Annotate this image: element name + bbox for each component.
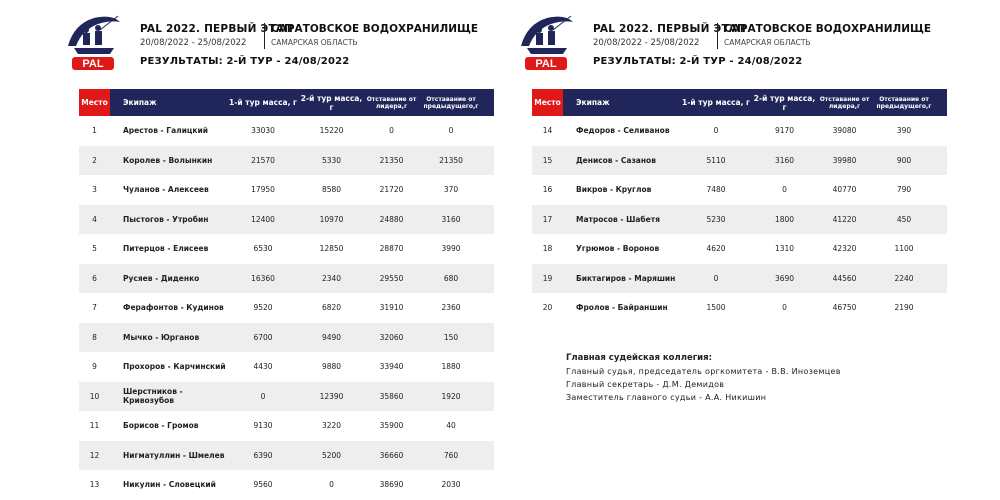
crew-cell: Денисов - Сазанов bbox=[576, 155, 656, 165]
crew-cell: Прохоров - Карчинский bbox=[123, 362, 226, 372]
mass2-cell: 15220 bbox=[319, 126, 344, 136]
gap-prev-cell: 2190 bbox=[894, 303, 914, 313]
mass1-cell: 0 bbox=[713, 273, 719, 283]
mass2-cell: 3160 bbox=[774, 155, 795, 165]
event-dates: 20/08/2022 - 25/08/2022 bbox=[140, 38, 247, 48]
mass1-cell: 12400 bbox=[251, 214, 275, 224]
mass2-cell: 2340 bbox=[321, 273, 342, 283]
venue-name: САРАТОВСКОЕ ВОДОХРАНИЛИЩЕ bbox=[271, 23, 479, 35]
gap-prev-cell: 680 bbox=[443, 273, 459, 283]
mass2-cell: 12850 bbox=[319, 244, 344, 254]
mass2-cell: 1800 bbox=[774, 214, 795, 224]
mass1-cell: 6390 bbox=[253, 450, 273, 460]
results-heading: РЕЗУЛЬТАТЫ: 2-Й ТУР - 24/08/2022 bbox=[140, 56, 350, 67]
mass1-cell: 4430 bbox=[253, 362, 273, 372]
mass2-cell: 8580 bbox=[321, 185, 342, 195]
table-row bbox=[79, 205, 494, 235]
gap-prev-cell: 760 bbox=[443, 450, 459, 460]
gap-leader-cell: 46750 bbox=[832, 303, 857, 313]
gap-leader-cell: 31910 bbox=[379, 303, 404, 313]
event-title: PAL 2022. ПЕРВЫЙ ЭТАП bbox=[593, 23, 747, 35]
gap-prev-cell: 2030 bbox=[441, 480, 461, 490]
place-cell: 18 bbox=[542, 244, 553, 254]
gap-leader-cell: 29550 bbox=[379, 273, 404, 283]
svg-text:PAL: PAL bbox=[82, 58, 104, 70]
gap-leader-cell: 39980 bbox=[832, 155, 857, 165]
crew-cell: Мычко - Юрганов bbox=[123, 332, 200, 342]
place-cell: 3 bbox=[92, 185, 97, 195]
gap-prev-cell: 1100 bbox=[894, 244, 914, 254]
table-row bbox=[532, 175, 947, 205]
venue-region: САМАРСКАЯ ОБЛАСТЬ bbox=[724, 38, 811, 47]
mass1-cell: 6700 bbox=[253, 332, 273, 342]
mass2-cell: 5200 bbox=[321, 450, 342, 460]
gap-prev-cell: 0 bbox=[448, 126, 454, 136]
venue-region: САМАРСКАЯ ОБЛАСТЬ bbox=[271, 38, 358, 47]
col-header-mass2: 2-й тур масса, г bbox=[300, 93, 363, 112]
table-row bbox=[79, 323, 494, 353]
mass2-cell: 9880 bbox=[321, 362, 342, 372]
table-row bbox=[532, 205, 947, 235]
crew-cell: Нигматуллин - Шмелев bbox=[123, 450, 225, 460]
table-header bbox=[532, 89, 947, 116]
crew-cell: Ферафонтов - Кудинов bbox=[123, 303, 224, 313]
table-row bbox=[79, 411, 494, 441]
gap-leader-cell: 38690 bbox=[379, 480, 404, 490]
gap-prev-cell: 1880 bbox=[441, 362, 461, 372]
mass2-cell: 3690 bbox=[774, 273, 795, 283]
panel-header bbox=[64, 12, 494, 72]
gap-prev-cell: 450 bbox=[896, 214, 912, 224]
place-cell: 8 bbox=[92, 332, 97, 342]
crew-cell: Королев - Волынкин bbox=[123, 155, 213, 165]
col-header-mass1: 1-й тур масса, г bbox=[682, 98, 750, 107]
col-header-gap-prev: Отставание от предыдущего,г bbox=[423, 95, 479, 110]
place-cell: 14 bbox=[542, 126, 553, 136]
gap-leader-cell: 0 bbox=[389, 126, 394, 136]
mass2-cell: 0 bbox=[782, 185, 787, 195]
mass2-cell: 5330 bbox=[321, 155, 342, 165]
place-cell: 5 bbox=[92, 244, 97, 254]
results-table-right bbox=[532, 89, 947, 323]
gap-prev-cell: 2360 bbox=[441, 303, 461, 313]
mass1-cell: 5230 bbox=[706, 214, 726, 224]
mass1-cell: 5110 bbox=[706, 155, 726, 165]
place-cell: 7 bbox=[92, 303, 97, 313]
mass2-cell: 12390 bbox=[319, 391, 344, 401]
gap-leader-cell: 21350 bbox=[379, 155, 404, 165]
gap-leader-cell: 39080 bbox=[832, 126, 857, 136]
gap-leader-cell: 24880 bbox=[379, 214, 404, 224]
place-cell: 20 bbox=[542, 303, 553, 313]
table-header bbox=[79, 89, 494, 116]
gap-leader-cell: 35900 bbox=[379, 421, 404, 431]
place-cell: 2 bbox=[92, 155, 97, 165]
crew-cell: Никулин - Словецкий bbox=[123, 480, 216, 490]
crew-cell: Угрюмов - Воронов bbox=[576, 244, 660, 254]
table-row bbox=[532, 293, 947, 323]
results-panel-right bbox=[517, 12, 947, 313]
gap-prev-cell: 390 bbox=[896, 126, 912, 136]
mass2-cell: 0 bbox=[782, 303, 787, 313]
gap-leader-cell: 41220 bbox=[832, 214, 857, 224]
place-cell: 11 bbox=[89, 421, 100, 431]
venue-name: САРАТОВСКОЕ ВОДОХРАНИЛИЩЕ bbox=[724, 23, 932, 35]
pal-logo bbox=[517, 12, 575, 72]
mass1-cell: 21570 bbox=[251, 155, 275, 165]
mass2-cell: 9490 bbox=[321, 332, 342, 342]
place-cell: 6 bbox=[92, 273, 97, 283]
table-row bbox=[79, 352, 494, 382]
place-cell: 9 bbox=[92, 362, 97, 372]
table-row bbox=[79, 175, 494, 205]
table-row bbox=[79, 264, 494, 294]
mass2-cell: 10970 bbox=[319, 214, 344, 224]
mass1-cell: 0 bbox=[260, 391, 266, 401]
crew-cell: Фролов - Байраншин bbox=[576, 303, 668, 313]
results-panel-left bbox=[64, 12, 494, 490]
place-cell: 16 bbox=[542, 185, 553, 195]
gap-prev-cell: 150 bbox=[443, 332, 459, 342]
crew-cell: Биктагиров - Маряшин bbox=[576, 273, 676, 283]
crew-cell: Русяев - Диденко bbox=[123, 273, 200, 283]
table-row bbox=[79, 293, 494, 323]
pal-logo bbox=[64, 12, 122, 72]
gap-prev-cell: 790 bbox=[896, 185, 912, 195]
gap-prev-cell: 370 bbox=[443, 185, 459, 195]
svg-text:PAL: PAL bbox=[535, 58, 557, 70]
table-row bbox=[532, 264, 947, 294]
results-table-left bbox=[79, 89, 494, 500]
crew-cell: Матросов - Шабетя bbox=[576, 214, 660, 224]
place-cell: 13 bbox=[89, 480, 100, 490]
gap-leader-cell: 28870 bbox=[379, 244, 404, 254]
table-row bbox=[532, 116, 947, 146]
mass2-cell: 1310 bbox=[774, 244, 795, 254]
crew-cell: Борисов - Громов bbox=[123, 421, 199, 431]
col-header-crew: Экипаж bbox=[576, 98, 610, 107]
gap-leader-cell: 36660 bbox=[379, 450, 404, 460]
crew-cell: Питерцов - Елисеев bbox=[123, 244, 209, 254]
place-cell: 10 bbox=[89, 391, 100, 401]
mass1-cell: 1500 bbox=[706, 303, 726, 313]
place-cell: 12 bbox=[89, 450, 100, 460]
col-header-gap-leader: Отставание от лидера,г bbox=[366, 95, 417, 110]
gap-leader-cell: 40770 bbox=[832, 185, 857, 195]
gap-leader-cell: 35860 bbox=[379, 391, 404, 401]
col-header-place: Место bbox=[79, 89, 110, 116]
table-row bbox=[79, 146, 494, 176]
gap-leader-cell: 21720 bbox=[379, 185, 404, 195]
table-row bbox=[79, 470, 494, 500]
judge-line: Заместитель главного судьи - А.А. Никишин bbox=[566, 393, 767, 402]
judge-line: Главный секретарь - Д.М. Демидов bbox=[566, 380, 725, 389]
table-row bbox=[79, 116, 494, 146]
col-header-mass1: 1-й тур масса, г bbox=[229, 98, 297, 107]
mass2-cell: 3220 bbox=[321, 421, 342, 431]
place-cell: 19 bbox=[542, 273, 553, 283]
place-cell: 17 bbox=[542, 214, 553, 224]
mass2-cell: 6820 bbox=[321, 303, 342, 313]
event-title: PAL 2022. ПЕРВЫЙ ЭТАП bbox=[140, 23, 294, 35]
table-row bbox=[532, 146, 947, 176]
event-dates: 20/08/2022 - 25/08/2022 bbox=[593, 38, 700, 48]
place-cell: 1 bbox=[92, 126, 97, 136]
gap-prev-cell: 2240 bbox=[894, 273, 914, 283]
gap-prev-cell: 1920 bbox=[441, 391, 461, 401]
mass1-cell: 7480 bbox=[706, 185, 726, 195]
gap-prev-cell: 3160 bbox=[441, 214, 461, 224]
judges-title: Главная судейская коллегия: bbox=[566, 353, 712, 363]
col-header-gap-prev: Отставание от предыдущего,г bbox=[876, 95, 932, 110]
gap-prev-cell: 40 bbox=[446, 421, 456, 431]
mass1-cell: 6530 bbox=[253, 244, 273, 254]
judges-panel bbox=[566, 353, 841, 402]
crew-cell: Федоров - Селиванов bbox=[576, 126, 670, 136]
place-cell: 15 bbox=[542, 155, 553, 165]
results-heading: РЕЗУЛЬТАТЫ: 2-Й ТУР - 24/08/2022 bbox=[593, 56, 803, 67]
crew-cell: Чуланов - Алексеев bbox=[123, 185, 209, 195]
crew-cell: Шерстников - Кривозубов bbox=[123, 387, 183, 406]
table-row bbox=[79, 382, 494, 412]
gap-prev-cell: 3990 bbox=[441, 244, 461, 254]
panel-header bbox=[517, 12, 947, 72]
gap-leader-cell: 33940 bbox=[379, 362, 404, 372]
gap-leader-cell: 32060 bbox=[379, 332, 404, 342]
mass1-cell: 0 bbox=[713, 126, 719, 136]
mass1-cell: 17950 bbox=[251, 185, 275, 195]
judge-line: Главный судья, председатель оргкомитета - В.В. Иноземцев bbox=[566, 367, 841, 376]
col-header-mass2: 2-й тур масса, г bbox=[753, 93, 816, 112]
gap-prev-cell: 21350 bbox=[439, 155, 463, 165]
mass2-cell: 0 bbox=[329, 480, 334, 490]
place-cell: 4 bbox=[92, 214, 97, 224]
gap-leader-cell: 42320 bbox=[832, 244, 857, 254]
table-row bbox=[532, 234, 947, 264]
col-header-gap-leader: Отставание от лидера,г bbox=[819, 95, 870, 110]
crew-cell: Арестов - Галицкий bbox=[123, 126, 209, 136]
table-row bbox=[79, 441, 494, 471]
col-header-crew: Экипаж bbox=[123, 98, 157, 107]
gap-leader-cell: 44560 bbox=[832, 273, 857, 283]
mass1-cell: 33030 bbox=[251, 126, 275, 136]
gap-prev-cell: 900 bbox=[896, 155, 912, 165]
mass1-cell: 9560 bbox=[253, 480, 273, 490]
crew-cell: Викров - Круглов bbox=[576, 185, 652, 195]
mass1-cell: 4620 bbox=[706, 244, 726, 254]
mass1-cell: 9520 bbox=[253, 303, 273, 313]
mass1-cell: 16360 bbox=[251, 273, 275, 283]
mass1-cell: 9130 bbox=[253, 421, 273, 431]
table-row bbox=[79, 234, 494, 264]
crew-cell: Пыстогов - Утробин bbox=[123, 214, 209, 224]
mass2-cell: 9170 bbox=[774, 126, 795, 136]
col-header-place: Место bbox=[532, 89, 563, 116]
